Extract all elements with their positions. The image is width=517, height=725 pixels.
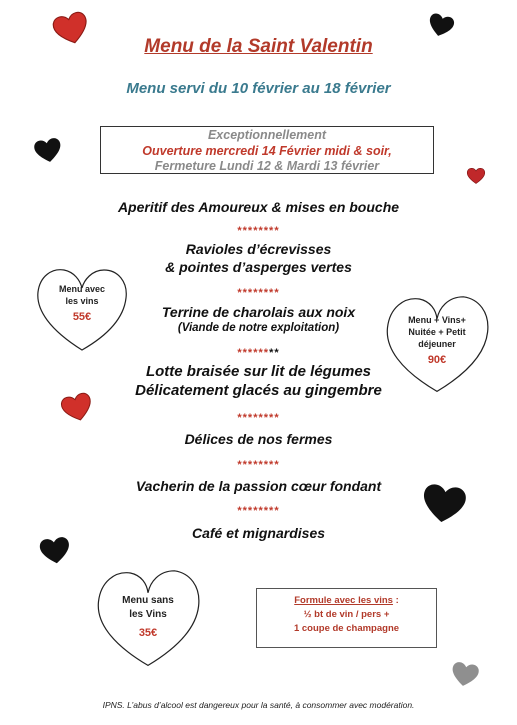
dish-terrine-note: (Viande de notre exploitation) — [177, 322, 340, 334]
dish-ravioles: Ravioles d’écrevisses — [185, 241, 332, 257]
page-subtitle: Menu servi du 10 février au 18 février — [126, 80, 391, 97]
dish-ravioles: & pointes d’asperges vertes — [165, 259, 352, 275]
notice-line: Ouverture mercredi 14 Février midi & soir, — [142, 143, 392, 158]
dish-aperitif: Aperitif des Amoureux & mises en bouche — [117, 199, 400, 215]
offer-label: les Vins — [129, 609, 167, 620]
offer-sans-vins — [108, 594, 188, 640]
black-heart-icon — [427, 12, 455, 38]
formula-line: 1 coupe de champagne — [293, 623, 400, 634]
formula-title: Formule avec les vins — [294, 595, 393, 606]
separator: ******** — [237, 505, 280, 517]
offer-price: 90€ — [427, 354, 447, 366]
dish-terrine: Terrine de charolais aux noix — [161, 304, 356, 320]
notice-box — [100, 126, 434, 174]
formula-line: ½ bt de vin / pers + — [303, 609, 390, 620]
offer-label: déjeuner — [418, 339, 456, 349]
grey-heart-icon — [450, 660, 480, 688]
dish-delices: Délices de nos fermes — [184, 431, 333, 447]
separator: ******** — [237, 225, 280, 237]
offer-label: Menu avec — [58, 284, 106, 294]
offer-label: Nuitée + Petit — [408, 327, 466, 337]
black-heart-icon — [33, 136, 63, 164]
offer-label: Menu + Vins+ — [408, 315, 466, 325]
formula-title-suffix: : — [392, 595, 399, 606]
separator: ******** — [237, 412, 280, 424]
notice-line: Exceptionnellement — [207, 128, 327, 142]
notice-line: Fermeture Lundi 12 & Mardi 13 février — [154, 159, 380, 173]
dish-lotte: Lotte braisée sur lit de légumes — [145, 363, 372, 380]
offer-label: Menu sans — [122, 595, 174, 606]
dish-vacherin: Vacherin de la passion cœur fondant — [135, 478, 382, 494]
dish-lotte: Délicatement glacés au gingembre — [135, 382, 382, 399]
separator: ******** — [237, 287, 280, 299]
footer-disclaimer: IPNS. L’abus d’alcool est dangereux pour la santé, à consommer avec modération. — [102, 700, 415, 710]
offer-price: 55€ — [72, 311, 92, 323]
page-title: Menu de la Saint Valentin — [144, 36, 373, 57]
separator — [0, 348, 517, 359]
separator-part: ** — [269, 347, 280, 359]
separator-part: ****** — [237, 347, 270, 359]
formula-box — [256, 588, 437, 648]
dish-cafe: Café et mignardises — [191, 525, 326, 541]
offer-label: les vins — [65, 296, 99, 306]
separator: ******** — [237, 459, 280, 471]
offer-price: 35€ — [138, 627, 158, 639]
red-heart-icon — [466, 166, 486, 185]
